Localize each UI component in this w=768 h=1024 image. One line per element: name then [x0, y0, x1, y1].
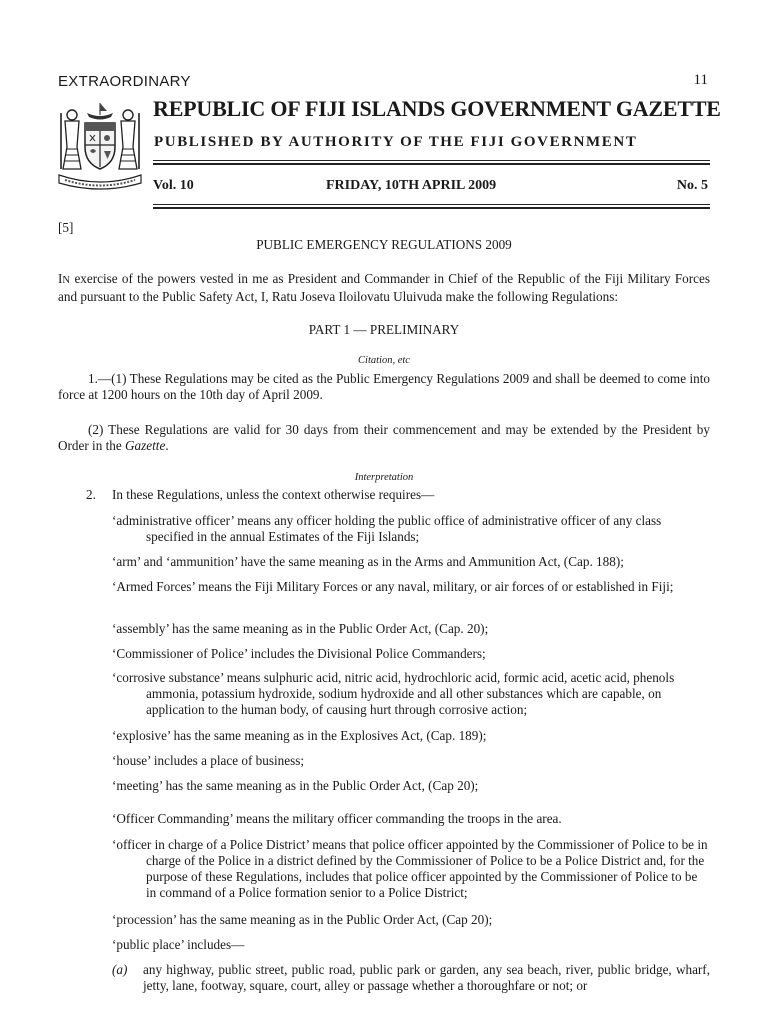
definition-procession: ‘procession’ has the same meaning as in the Public Order Act, (Cap 20); — [112, 912, 493, 927]
definition-corrosive-substance: ‘corrosive substance’ means sulphuric acid, nitric acid, hydrochloric acid, formic acid, acetic acid, phenols ammonia, potassium hydroxide, sodium hydroxide and all other substances which are capable, on application to the human body, of causing hurt through corrosive action; — [112, 670, 675, 717]
header-rule — [153, 160, 710, 161]
fiji-coat-of-arms-icon — [55, 97, 145, 192]
definition-officer-commanding: ‘Officer Commanding’ means the military officer commanding the troops in the area. — [112, 811, 562, 826]
regulation-1-2-text: (2) These Regulations are valid for 30 days from their commencement and may be extended by the President by Order in the — [58, 422, 710, 453]
definition-assembly: ‘assembly’ has the same meaning as in the Public Order Act, (Cap. 20); — [112, 621, 489, 636]
header-rule — [153, 207, 710, 209]
regulation-2-text: In these Regulations, unless the context otherwise requires— — [112, 487, 435, 502]
definition-commissioner-of-police: ‘Commissioner of Police’ includes the Divisional Police Commanders; — [112, 646, 486, 661]
gazette-italic: Gazette — [125, 438, 166, 453]
definition-meeting: ‘meeting’ has the same meaning as in the Public Order Act, (Cap 20); — [112, 778, 479, 793]
gazette-subtitle: PUBLISHED BY AUTHORITY OF THE FIJI GOVERNMENT — [154, 134, 638, 150]
definition-explosive: ‘explosive’ has the same meaning as in the Explosives Act, (Cap. 189); — [112, 728, 487, 743]
regulation-1-2-end: . — [165, 438, 169, 453]
intro-text: exercise of the powers vested in me as President and Commander in Chief of the Republic of the Fiji Military Forces and pursuant to the Public Safety Act, I, Ratu Joseva Iloilovatu Uluivuda make the following Regulations: — [58, 271, 710, 304]
gazette-label: EXTRAORDINARY — [58, 73, 191, 90]
sub-item-label: (a) — [112, 962, 128, 977]
regulation-1-1: 1.—(1) These Regulations may be cited as the Public Emergency Regulations 2009 and shall be deemed to come into force at 1200 hours on the 10th day of April 2009. — [58, 371, 710, 402]
sub-item-a: any highway, public street, public road, public park or garden, any sea beach, river, public bridge, wharf, jetty, lane, footway, square, court, alley or passage whether a thoroughfare or not; or — [143, 962, 710, 993]
notice-reference: [5] — [58, 220, 74, 235]
volume-number: Vol. 10 — [153, 178, 194, 193]
issue-date: FRIDAY, 10TH APRIL 2009 — [326, 178, 497, 193]
definition-armed-forces: ‘Armed Forces’ means the Fiji Military Forces or any naval, military, or air forces of or established in Fiji; — [112, 579, 674, 594]
intro-paragraph — [58, 271, 710, 305]
header-rule — [153, 204, 710, 205]
regulation-1-2 — [58, 422, 710, 454]
definition-public-place: ‘public place’ includes— — [112, 937, 245, 952]
definition-administrative-officer: ‘administrative officer’ means any officer holding the public office of administrative officer of any class specified in the annual Estimates of the Fiji Islands; — [112, 513, 662, 544]
definition-officer-in-charge: ‘officer in charge of a Police District’ means that police officer appointed by the Commissioner of Police to be in charge of the Police in a district defined by the Commissioner of Police to be a Police District and, for the purpose of these Regulations, includes that police officer appointed by the Commissioner of Police to be in command of a Police formation senior to a Police District; — [112, 837, 708, 900]
gazette-title: REPUBLIC OF FIJI ISLANDS GOVERNMENT GAZETTE — [153, 96, 721, 121]
header-rule — [153, 163, 710, 165]
regulations-title: PUBLIC EMERGENCY REGULATIONS 2009 — [256, 237, 512, 252]
regulation-2-number: 2. — [86, 487, 96, 502]
interpretation-heading: Interpretation — [354, 472, 414, 483]
definition-arm-ammunition: ‘arm’ and ‘ammunition’ have the same meaning as in the Arms and Ammunition Act, (Cap. 188); — [112, 554, 624, 569]
citation-heading: Citation, etc — [358, 355, 410, 366]
page-number: 11 — [693, 72, 708, 88]
intro-initial: I — [58, 271, 63, 286]
part-heading: PART 1 — PRELIMINARY — [308, 322, 460, 337]
definition-house: ‘house’ includes a place of business; — [112, 753, 305, 768]
intro-small-caps: N — [62, 275, 71, 286]
issue-number: No. 5 — [676, 178, 708, 193]
